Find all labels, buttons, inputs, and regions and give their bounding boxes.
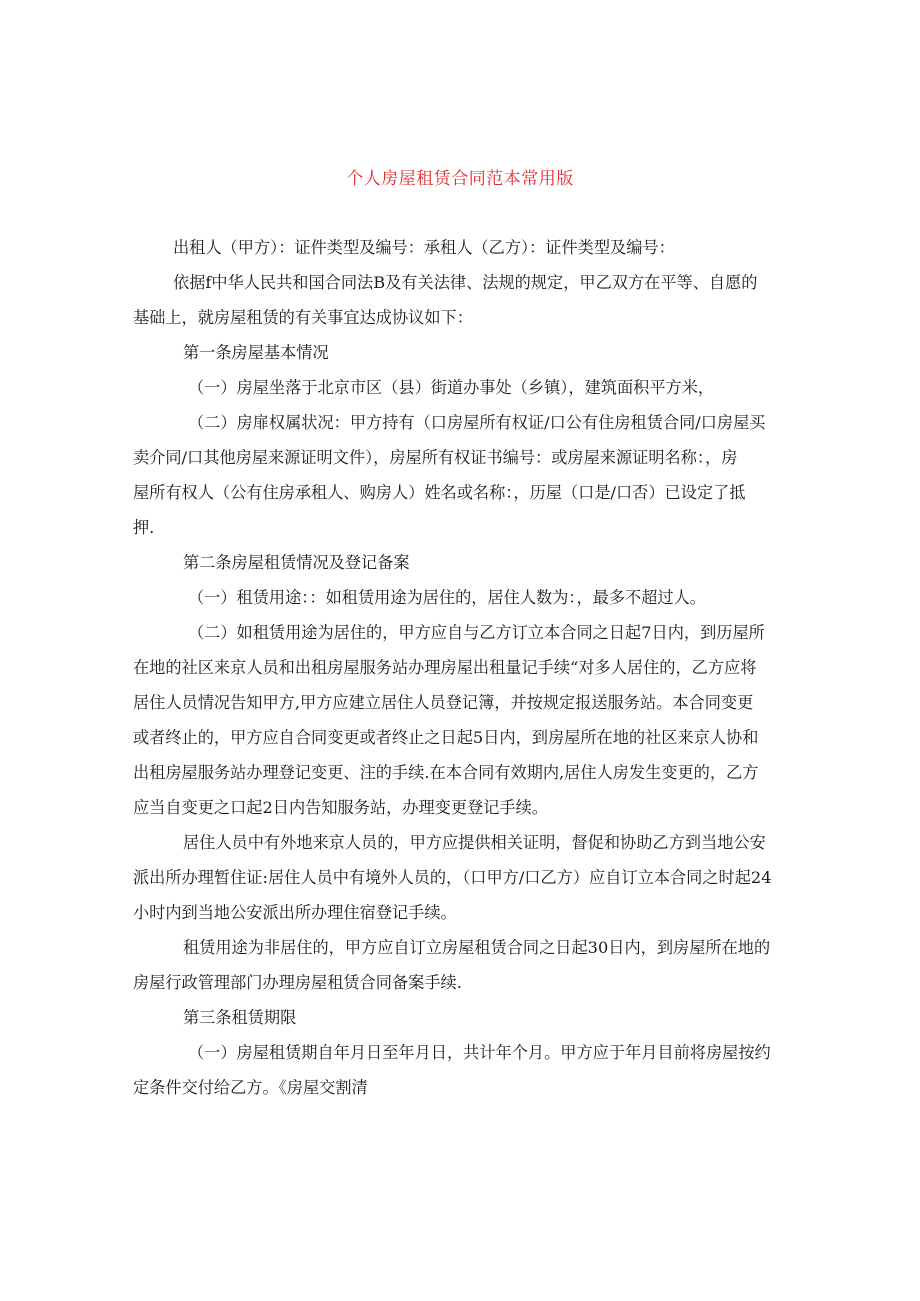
article-3-heading bbox=[133, 1000, 793, 1035]
text-line: 出租房屋服务站办理登记变更、注的手续.在本合同有效期内,居住人房发生变更的，乙方 bbox=[133, 763, 759, 782]
text-line: 在地的社区来京人员和出租房屋服务站办理房屋出租量记手续“对多人居住的，乙方应将 bbox=[133, 658, 757, 677]
document-body bbox=[133, 230, 793, 1105]
paragraph-parties bbox=[133, 230, 793, 265]
paragraph-article-2-clause-2 bbox=[133, 615, 793, 825]
text-line: 基础上，就房屋租赁的有关事宜达成协议如下： bbox=[133, 308, 473, 327]
paragraph-article-1-clause-1 bbox=[133, 370, 793, 405]
text-line: 屋所有权人（公有住房承租人、购房人）姓名或名称：，历屋（口是/口否）已设定了抵 bbox=[133, 483, 746, 502]
heading-line: 第二条房屋租赁情况及登记备案 bbox=[183, 553, 410, 572]
text-line: （一）房屋坐落于北京市区（县）街道办事处（乡镇），建筑面积平方米， bbox=[188, 378, 715, 397]
text-line: 依据f中华人民共和国合同法B及有关法律、法规的规定，甲乙双方在平等、自愿的 bbox=[173, 273, 758, 292]
text-line: （二）如租赁用途为居住的，甲方应自与乙方订立本合同之日起7日内，到历屋所 bbox=[188, 623, 765, 642]
paragraph-article-1-clause-2 bbox=[133, 405, 793, 545]
text-line: 小时内到当地公安派出所办理住宿登记手续。 bbox=[133, 903, 457, 922]
paragraph-article-2-clause-3 bbox=[133, 825, 793, 930]
article-2-heading bbox=[133, 545, 793, 580]
heading-line: 第一条房屋基本情况 bbox=[183, 343, 329, 362]
text-line: 卖介同/口其他房屋来源证明文件），房屋所有权证书编号：或房屋来源证明名称：，房 bbox=[133, 448, 738, 467]
paragraph-article-2-clause-4 bbox=[133, 930, 793, 1000]
paragraph-article-3-clause-1 bbox=[133, 1035, 793, 1105]
heading-line: 第三条租赁期限 bbox=[183, 1008, 297, 1027]
paragraph-preamble bbox=[133, 265, 793, 335]
text-line: 应当自变更之口起2日内告知服务站，办理变更登记手续。 bbox=[133, 798, 548, 817]
document-title: 个人房屋租赁合同范本常用版 bbox=[346, 169, 574, 189]
text-line: 派出所办理暂住证:居住人员中有境外人员的，（口甲方/口乙方）应自订立本合同之时起24 bbox=[133, 868, 772, 887]
text-line: 居住人员情况告知甲方,甲方应建立居住人员登记簿，并按规定报送服务站。本合同变更 bbox=[133, 693, 754, 712]
text-line: 租赁用途为非居住的，甲方应自订立房屋租赁合同之日起30日内，到房屋所在地的 bbox=[183, 938, 771, 957]
article-1-heading bbox=[133, 335, 793, 370]
paragraph-article-2-clause-1 bbox=[133, 580, 793, 615]
text-line: （二）房扉权属状况：甲方持有（口房屋所有权证/口公有住房租赁合同/口房屋买 bbox=[188, 413, 766, 432]
text-line: （一）房屋租赁期自年月日至年月日，共计年个月。甲方应于年月目前将房屋按约 bbox=[188, 1043, 771, 1062]
text-line: 或者终止的，甲方应自合同变更或者终止之日起5日内，到房屋所在地的社区来京人协和 bbox=[133, 728, 759, 747]
text-line: 房屋行政管理部门办理房屋租赁合同备案手续. bbox=[133, 973, 462, 992]
text-line: 定条件交付给乙方。《房屋交割清 bbox=[133, 1078, 368, 1097]
text-line: 居住人员中有外地来京人员的，甲方应提供相关证明，督促和协助乙方到当地公安 bbox=[183, 833, 766, 852]
text-line: 出租人（甲方）：证件类型及编号：承租人（乙方）：证件类型及编号： bbox=[173, 238, 675, 257]
text-line: 押. bbox=[133, 518, 155, 537]
text-line: （一）租赁用途：：如租赁用途为居住的，居住人数为：，最多不超过人。 bbox=[188, 588, 706, 607]
